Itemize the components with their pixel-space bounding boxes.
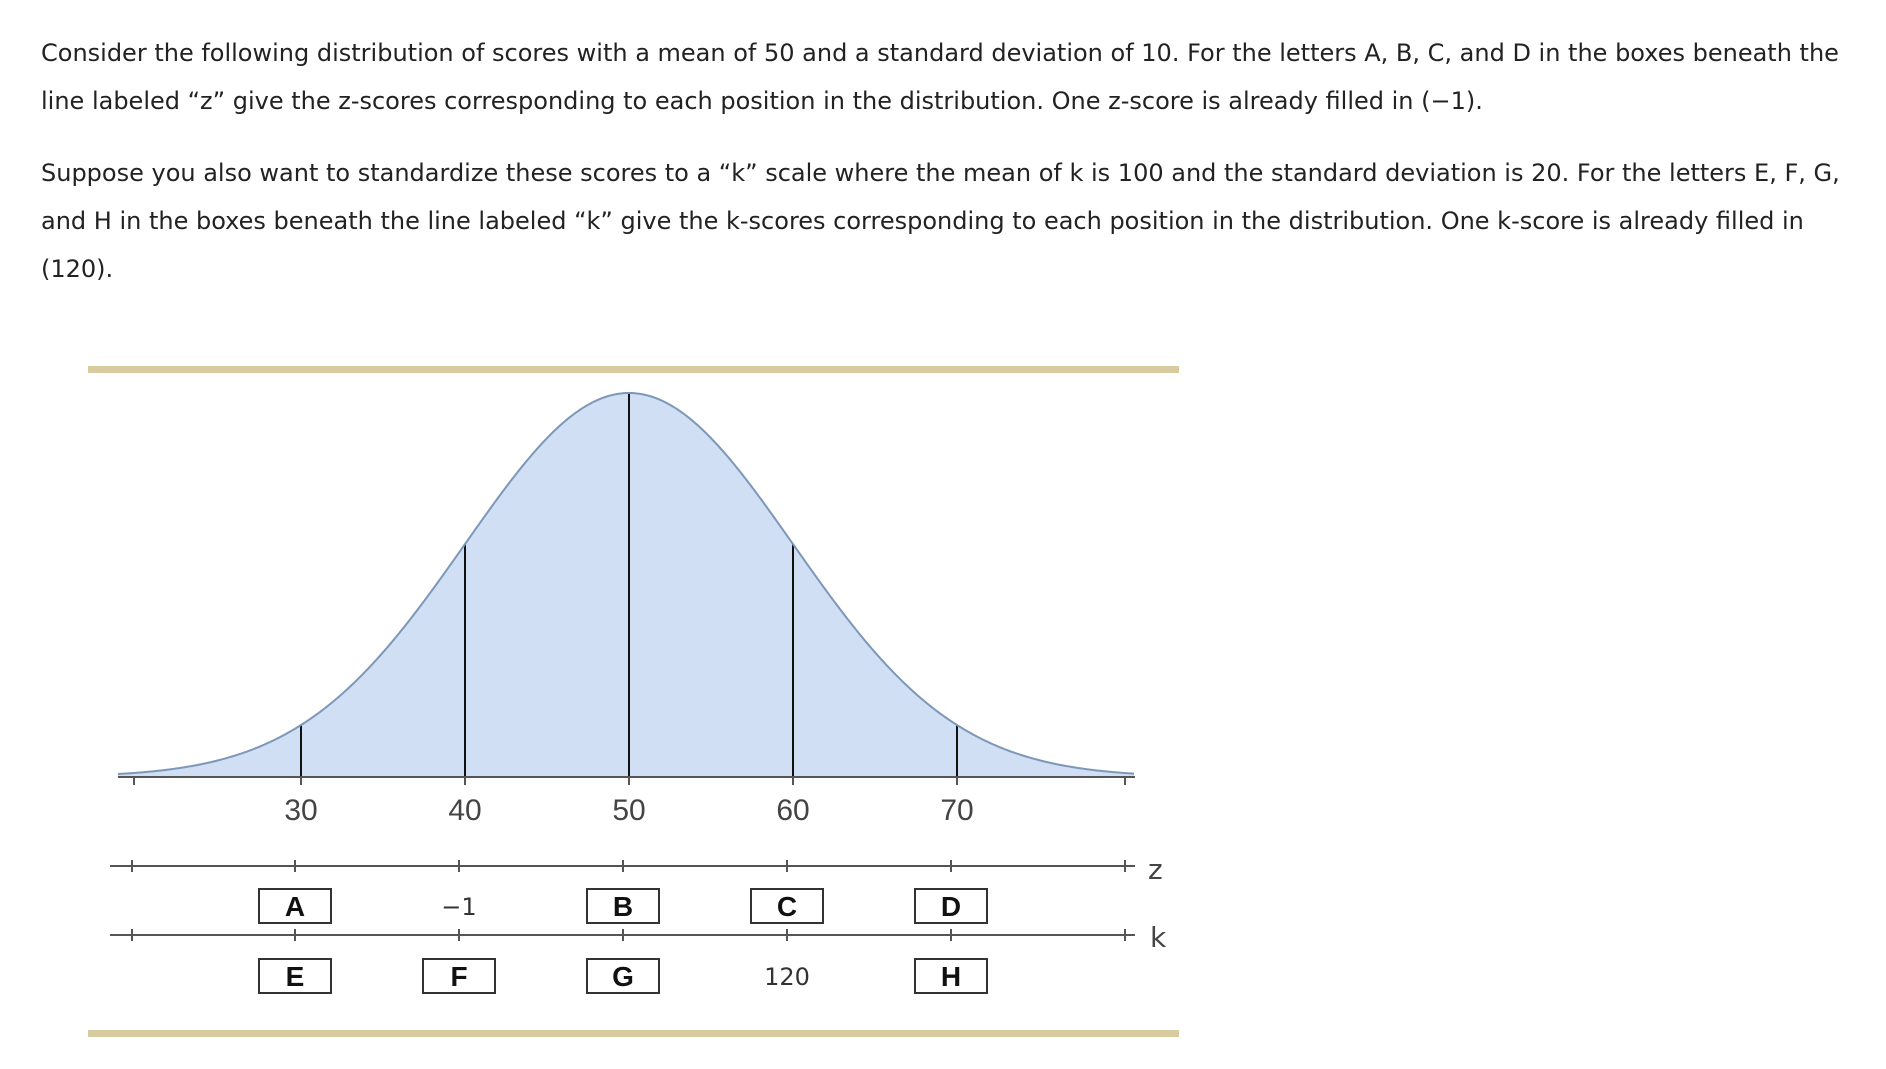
- k-given-score: 120: [764, 963, 810, 991]
- z-answer-box-letter: D: [940, 891, 962, 922]
- score-tick-label: 60: [776, 794, 810, 827]
- z-given-score: −1: [441, 893, 477, 921]
- k-answer-box-letter: E: [285, 961, 305, 992]
- curve-area-fill: [118, 393, 1135, 777]
- figure-top-border: [88, 366, 1179, 373]
- score-tick-label: 40: [448, 794, 482, 827]
- score-tick-label: 50: [612, 794, 646, 827]
- k-answer-box-letter: G: [612, 961, 634, 992]
- question-paragraph-1: Consider the following distribution of scores with a mean of 50 and a standard deviation of 10. For the letters A, B, C, and D in the boxes beneath the line labeled “z” give the z-scores corresponding to each position in the distribution. One z-score is already filled in (−1).: [41, 39, 1839, 115]
- score-tick-label: 30: [284, 794, 318, 827]
- z-answer-box-letter: A: [284, 891, 306, 922]
- figure-bottom-border: [88, 1030, 1179, 1037]
- k-axis-label: k: [1150, 921, 1167, 954]
- z-answer-box-letter: C: [776, 891, 798, 922]
- score-tick-label: 70: [940, 794, 974, 827]
- z-axis-label: z: [1148, 853, 1163, 886]
- question-paragraph-2: Suppose you also want to standardize these scores to a “k” scale where the mean of k is 100 and the standard deviation is 20. For the letters E, F, G, and H in the boxes beneath the line labeled “k” give the k-scores corresponding to each position in the distribution. One k-score is already filled in (120).: [41, 159, 1840, 283]
- z-answer-box-letter: B: [612, 891, 634, 922]
- k-answer-box-letter: F: [450, 961, 468, 992]
- k-answer-box-letter: H: [940, 961, 962, 992]
